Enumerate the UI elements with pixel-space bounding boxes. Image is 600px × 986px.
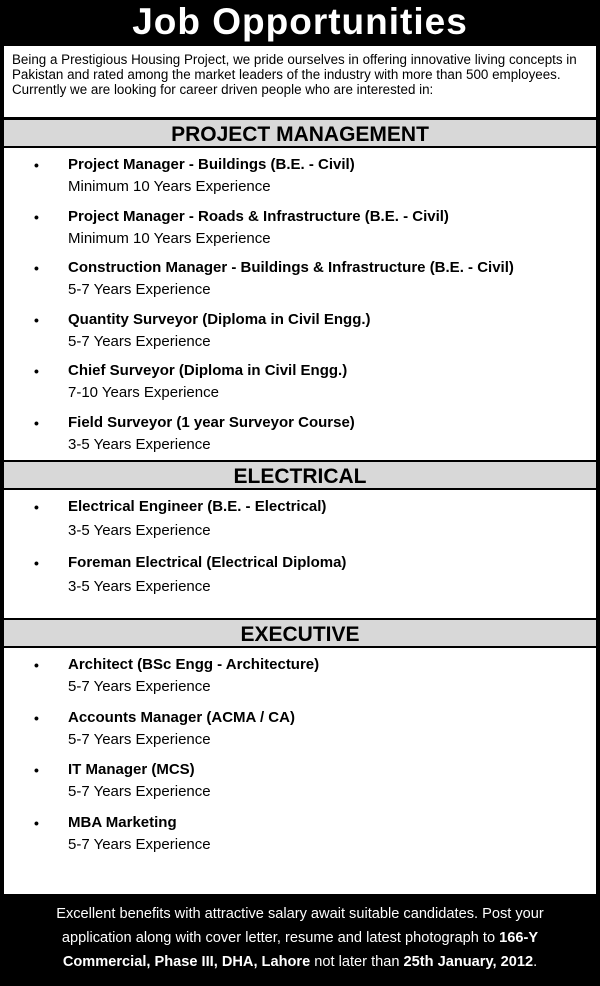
- job-item: [4, 761, 596, 814]
- job-experience: 5-7 Years Experience: [68, 835, 211, 853]
- section-project-management: [4, 118, 596, 460]
- job-item: [4, 814, 596, 867]
- address-part-1: 166-Y: [499, 930, 539, 946]
- job-experience: 7-10 Years Experience: [68, 384, 219, 401]
- job-title: MBA Marketing: [68, 813, 177, 831]
- bullet-icon: •: [34, 311, 39, 328]
- job-item: [4, 554, 596, 610]
- section-electrical: [4, 460, 596, 618]
- bullet-icon: •: [34, 814, 39, 831]
- job-title: Field Surveyor (1 year Surveyor Course): [68, 413, 355, 431]
- job-title: Quantity Surveyor (Diploma in Civil Engg.): [68, 310, 371, 328]
- job-item: [4, 311, 596, 363]
- bullet-icon: •: [34, 260, 39, 276]
- job-title: IT Manager (MCS): [68, 761, 195, 778]
- bullet-icon: •: [34, 414, 39, 431]
- job-experience: 3-5 Years Experience: [68, 522, 211, 539]
- job-experience: Minimum 10 Years Experience: [68, 178, 271, 195]
- job-experience: 5-7 Years Experience: [68, 730, 211, 748]
- intro-paragraph: Being a Prestigious Housing Project, we pride ourselves in offering innovative living concepts in Pakistan and rated among the market leaders of the industry with more than 500 employees. Currently we are looking for career driven people who are interested in:: [4, 46, 596, 118]
- footer-line-2: [0, 926, 600, 950]
- job-title: Project Manager - Buildings (B.E. - Civil): [68, 156, 355, 173]
- job-experience: 5-7 Years Experience: [68, 678, 211, 695]
- job-title: Architect (BSc Engg - Architecture): [68, 656, 320, 673]
- section-heading: ELECTRICAL: [4, 460, 596, 490]
- job-title: Accounts Manager (ACMA / CA): [68, 708, 295, 726]
- page-title: Job Opportunities: [132, 1, 468, 42]
- job-experience: 3-5 Years Experience: [68, 435, 211, 453]
- job-title: Chief Surveyor (Diploma in Civil Engg.): [68, 362, 348, 379]
- bullet-icon: •: [34, 499, 39, 515]
- bullet-icon: •: [34, 157, 39, 173]
- job-item: [4, 656, 596, 709]
- job-list: [4, 490, 596, 610]
- job-item: [4, 362, 596, 414]
- footer-end: .: [533, 954, 538, 970]
- footer-line-3: [0, 950, 600, 974]
- bullet-icon: •: [34, 555, 39, 571]
- job-title: Foreman Electrical (Electrical Diploma): [68, 554, 347, 571]
- deadline-date: 25th January, 2012: [403, 954, 534, 970]
- bullet-icon: •: [34, 363, 39, 379]
- footer-note: [0, 894, 600, 986]
- job-title: Electrical Engineer (B.E. - Electrical): [68, 498, 327, 515]
- job-experience: 5-7 Years Experience: [68, 281, 211, 298]
- footer-line-1: Excellent benefits with attractive salary await suitable candidates. Post your: [56, 906, 544, 922]
- section-executive: [4, 618, 596, 866]
- deadline-prefix: not later than: [314, 954, 400, 970]
- bullet-icon: •: [34, 709, 39, 726]
- bullet-icon: •: [34, 208, 39, 225]
- job-title: Construction Manager - Buildings & Infrastructure (B.E. - Civil): [68, 259, 514, 276]
- job-list: [4, 148, 596, 465]
- address-part-2: Commercial, Phase III, DHA, Lahore: [62, 954, 311, 970]
- section-heading: EXECUTIVE: [4, 618, 596, 648]
- job-item: [4, 414, 596, 466]
- job-list: [4, 648, 596, 866]
- footer-line-2-text: application along with cover letter, resume and latest photograph to: [61, 930, 496, 946]
- job-item: [4, 208, 596, 260]
- job-experience: 3-5 Years Experience: [68, 578, 211, 595]
- job-item: [4, 709, 596, 762]
- bullet-icon: •: [34, 762, 39, 778]
- job-title: Project Manager - Roads & Infrastructure (B.E. - Civil): [68, 207, 449, 225]
- job-experience: Minimum 10 Years Experience: [68, 229, 271, 247]
- job-item: [4, 156, 596, 208]
- job-experience: 5-7 Years Experience: [68, 783, 211, 800]
- job-item: [4, 259, 596, 311]
- job-experience: 5-7 Years Experience: [68, 332, 211, 350]
- bullet-icon: •: [34, 657, 39, 673]
- section-heading: PROJECT MANAGEMENT: [4, 118, 596, 148]
- job-item: [4, 498, 596, 554]
- content-panel: [4, 46, 596, 894]
